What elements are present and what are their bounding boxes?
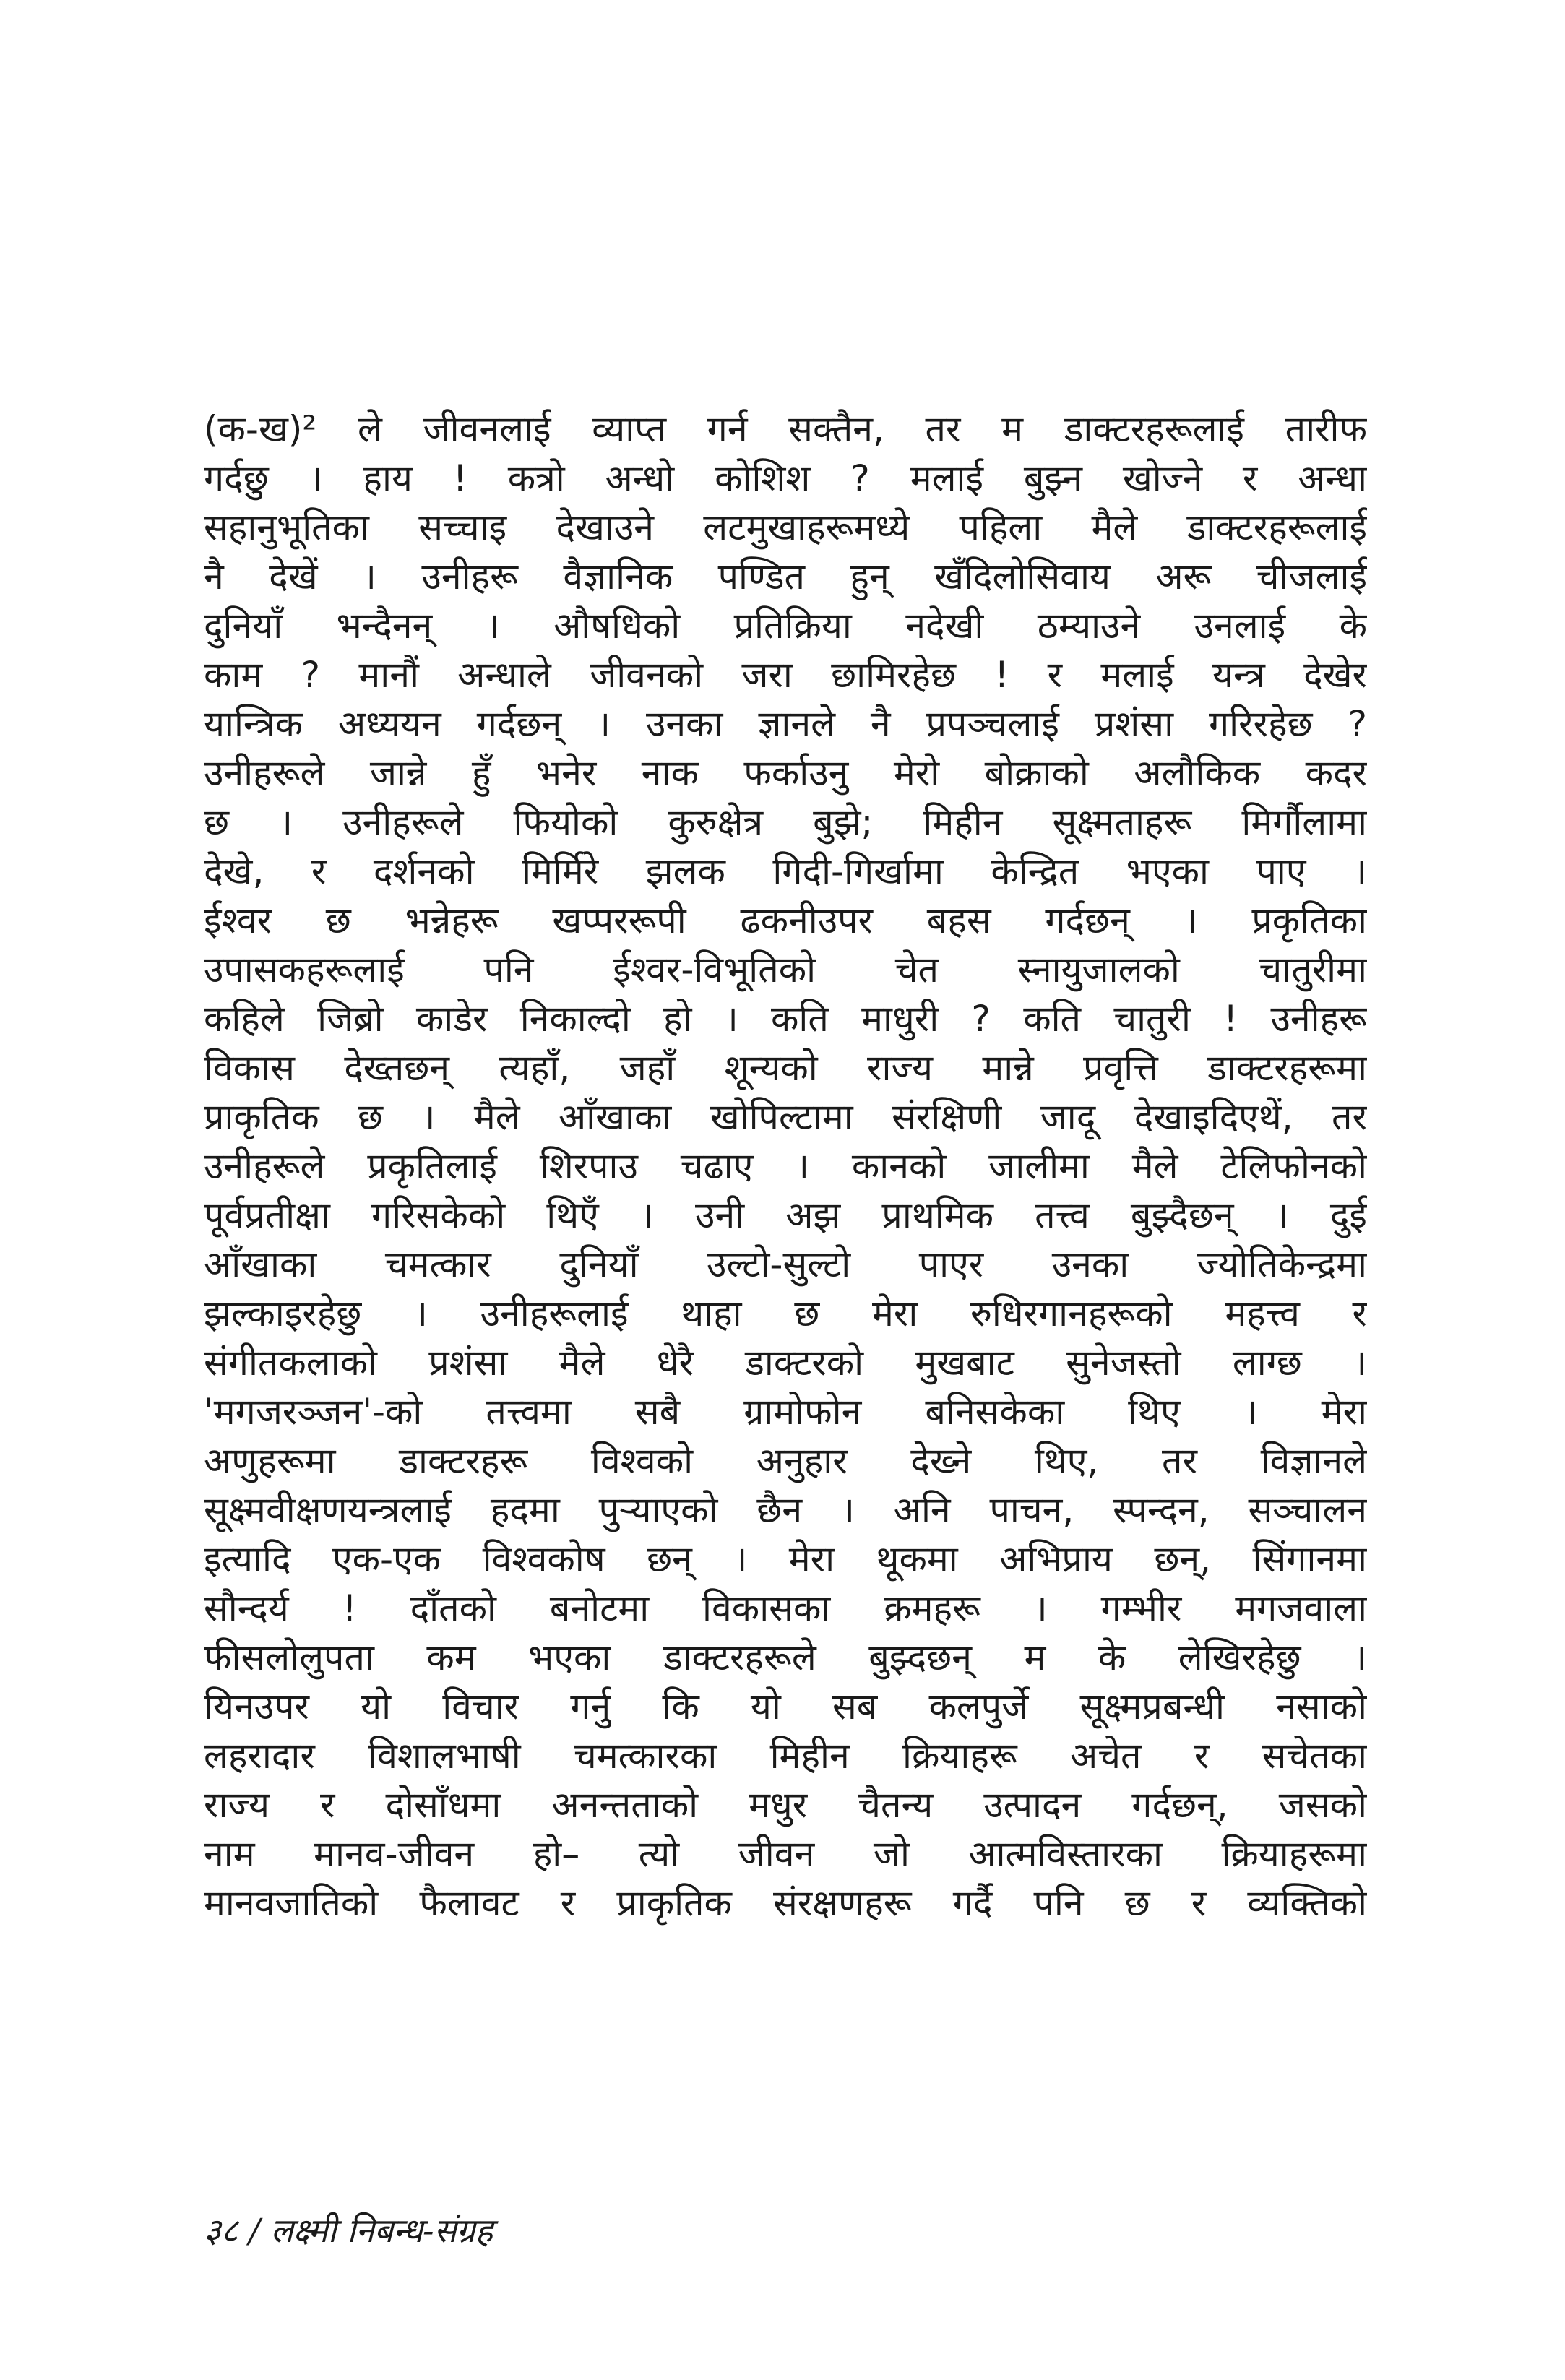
text-line: फीसलोलुपता कम भएका डाक्टरहरूले बुझ्दछन् म के लेखिरहेछु । (204, 1637, 1367, 1678)
text-line: पूर्वप्रतीक्षा गरिसकेको थिएँ । उनी अझ प्राथमिक तत्त्व बुझ्दैछन् । दुई (204, 1194, 1367, 1236)
body-text (204, 405, 1367, 1928)
text-line: ईश्वर छ भन्नेहरू खप्पररूपी ढकनीउपर बहस गर्दछन् । प्रकृतिका (204, 900, 1367, 941)
text-line: आँखाका चमत्कार दुनियाँ उल्टो-सुल्टो पाएर उनका ज्योतिकेन्द्रमा (204, 1243, 1367, 1285)
text-line: सूक्ष्मवीक्षणयन्त्रलाई हदमा पुऱ्याएको छैन । अनि पाचन, स्पन्दन, सञ्चालन (204, 1489, 1367, 1531)
text-line: लहरादार विशालभाषी चमत्कारका मिहीन क्रियाहरू अचेत र सचेतका (204, 1735, 1367, 1777)
text-line: दुनियाँ भन्दैनन् । औषधिको प्रतिक्रिया नदेखी ठम्याउने उनलाई के (204, 605, 1367, 647)
text-line: राज्य र दोसाँधमा अनन्तताको मधुर चैतन्य उत्पादन गर्दछन्, जसको (204, 1784, 1367, 1826)
text-line: प्राकृतिक छ । मैले आँखाका खोपिल्टामा संरक्षिणी जादू देखाइदिएथें, तर (204, 1096, 1367, 1138)
text-line: इत्यादि एक-एक विश्वकोष छन् । मेरा थूकमा अभिप्राय छन्, सिंगानमा (204, 1538, 1367, 1580)
text-line: यिनउपर यो विचार गर्नु कि यो सब कलपुर्जे सूक्ष्मप्रबन्धी नसाको (204, 1686, 1367, 1728)
text-line: 'मगजरञ्जन'-को तत्त्वमा सबै ग्रामोफोन बनिसकेका थिए । मेरा (204, 1391, 1367, 1433)
text-line: गर्दछु । हाय ! कत्रो अन्धो कोशिश ? मलाई बुझ्न खोज्ने र अन्धा (204, 457, 1367, 499)
text-line: काम ? मानौं अन्धाले जीवनको जरा छामिरहेछ ! र मलाई यन्त्र देखेर (204, 654, 1367, 696)
text-line: (क-ख)² ले जीवनलाई व्याप्त गर्न सक्तैन, तर म डाक्टरहरूलाई तारीफ (204, 408, 1367, 450)
text-line: नाम मानव-जीवन हो– त्यो जीवन जो आत्मविस्तारका क्रियाहरूमा (204, 1833, 1367, 1875)
text-line: सौन्दर्य ! दाँतको बनोटमा विकासका क्रमहरू । गम्भीर मगजवाला (204, 1587, 1367, 1629)
text-line: मानवजातिको फैलावट र प्राकृतिक संरक्षणहरू गर्दै पनि छ र व्यक्तिको (204, 1882, 1367, 1924)
text-line: झल्काइरहेछु । उनीहरूलाई थाहा छ मेरा रुधिरगानहरूको महत्त्व र (204, 1293, 1367, 1335)
text-line: उपासकहरूलाई पनि ईश्वर-विभूतिको चेत स्नायुजालको चातुरीमा (204, 949, 1367, 991)
text-line: छ । उनीहरूले फियोको कुरुक्षेत्र बुझे; मिहीन सूक्ष्मताहरू मिर्गौलामा (204, 801, 1367, 843)
text-line: संगीतकलाको प्रशंसा मैले धेरै डाक्टरको मुखबाट सुनेजस्तो लाग्छ । (204, 1342, 1367, 1384)
page-footer: ३८ / लक्ष्मी निबन्ध-संग्रह (204, 2211, 493, 2250)
text-line: उनीहरूले जान्ने हुँ भनेर नाक फर्काउनु मेरो बोक्राको अलौकिक कदर (204, 752, 1367, 794)
text-line: विकास देख्तछन् त्यहाँ, जहाँ शून्यको राज्य मान्ने प्रवृत्ति डाक्टरहरूमा (204, 1047, 1367, 1089)
text-line: देखे, र दर्शनको मिर्मिरे झलक गिदी-गिर्खामा केन्द्रित भएका पाए । (204, 850, 1367, 892)
text-line: यान्त्रिक अध्ययन गर्दछन् । उनका ज्ञानले नै प्रपञ्चलाई प्रशंसा गरिरहेछ ? (204, 703, 1367, 745)
text-line: सहानुभूतिका सच्चाइ देखाउने लटमुखाहरूमध्ये पहिला मैले डाक्टरहरूलाई (204, 506, 1367, 548)
text-line: कहिले जिब्रो काडेर निकाल्दो हो । कति माधुरी ? कति चातुरी ! उनीहरू (204, 998, 1367, 1040)
text-line: नै देखें । उनीहरू वैज्ञानिक पण्डित हुन् खँदिलोसिवाय अरू चीजलाई (204, 556, 1367, 598)
text-line: अणुहरूमा डाक्टरहरू विश्वको अनुहार देख्ने थिए, तर विज्ञानले (204, 1440, 1367, 1482)
text-line: उनीहरूले प्रकृतिलाई शिरपाउ चढाए । कानको जालीमा मैले टेलिफोनको (204, 1145, 1367, 1187)
